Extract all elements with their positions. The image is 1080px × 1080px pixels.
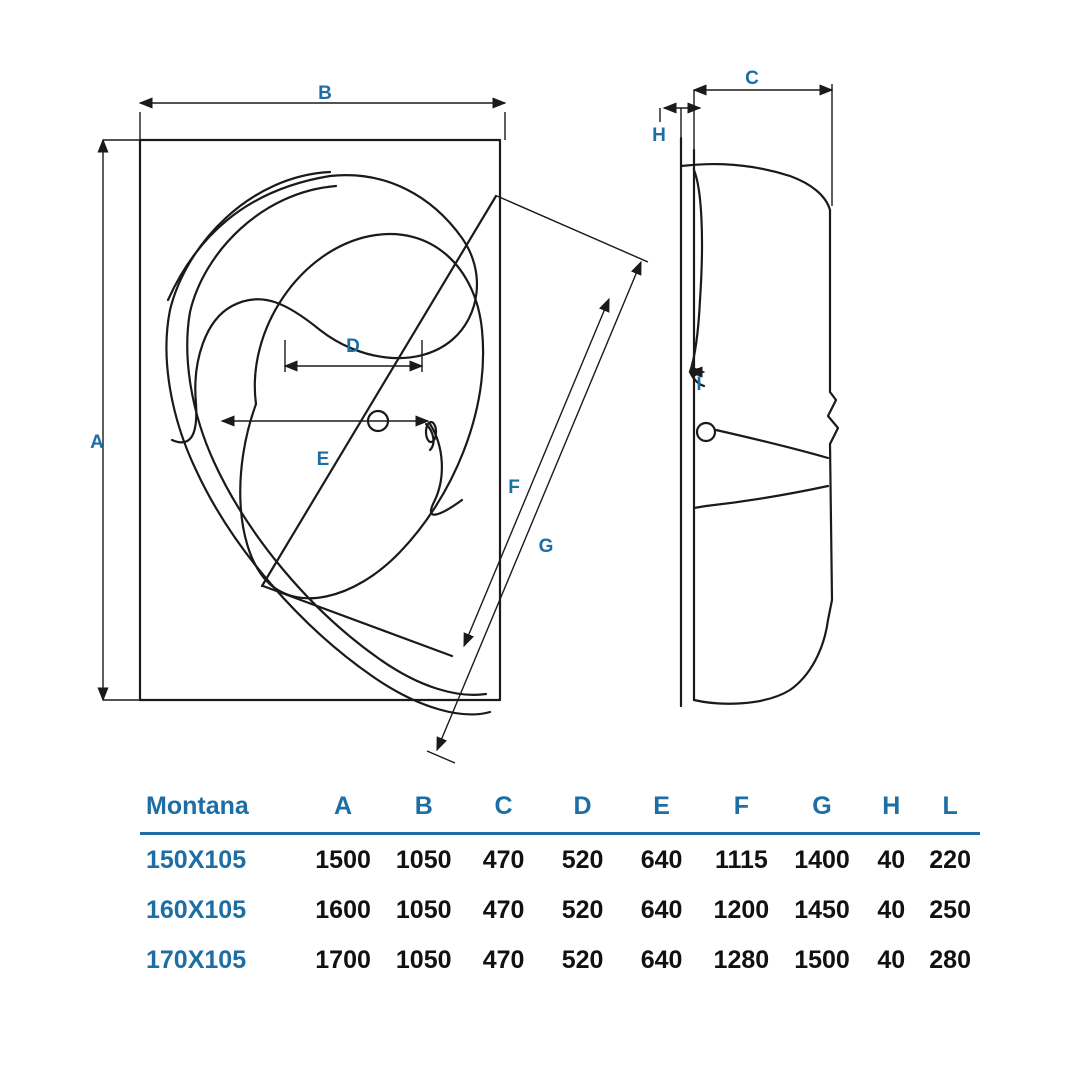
table-cell-G: 1450 — [794, 895, 850, 924]
table-cell-model: 160X105 — [146, 895, 247, 924]
table-cell-G: 1500 — [794, 945, 850, 974]
table-header-D: D — [543, 780, 622, 834]
section-view-outline — [681, 138, 838, 706]
table-cell-A: 1700 — [315, 945, 371, 974]
table-cell-A: 1600 — [315, 895, 371, 924]
dim-label-G: G — [538, 536, 554, 557]
dim-label-B: B — [318, 83, 332, 104]
dim-label-D: D — [346, 336, 360, 357]
table-header-H: H — [862, 780, 920, 834]
dim-label-I: I — [696, 374, 702, 395]
table-cell-E: 640 — [640, 845, 683, 874]
table-header-L: L — [920, 780, 980, 834]
dim-label-E: E — [316, 449, 330, 470]
dim-label-C: C — [745, 68, 759, 89]
table-cell-B: 1050 — [395, 945, 452, 974]
table-header-E: E — [622, 780, 701, 834]
dim-label-F: F — [508, 477, 520, 498]
table-cell-D: 520 — [561, 945, 604, 974]
table-cell-D: 520 — [561, 895, 604, 924]
diagonal-panel — [263, 196, 642, 657]
table-cell-D: 520 — [561, 845, 604, 874]
dimensions-table — [140, 780, 980, 985]
table-cell-C: 470 — [482, 845, 525, 874]
table-cell-G: 1400 — [794, 845, 850, 874]
table-cell-B: 1050 — [395, 845, 452, 874]
table-header-G: G — [782, 780, 863, 834]
table-row — [140, 834, 980, 886]
section-dimension-lines — [660, 84, 832, 372]
table-cell-F: 1200 — [713, 895, 770, 924]
table-body — [140, 834, 980, 986]
table-cell-model: 170X105 — [146, 945, 247, 974]
table-cell-B: 1050 — [395, 895, 452, 924]
table-cell-F: 1280 — [713, 945, 770, 974]
table-cell-H: 40 — [877, 945, 906, 974]
table-header-A: A — [303, 780, 384, 834]
table-cell-L: 220 — [929, 845, 971, 874]
dim-label-A: A — [90, 432, 104, 453]
table-cell-L: 250 — [929, 895, 971, 924]
table-cell-F: 1115 — [714, 845, 768, 874]
table-cell-model: 150X105 — [146, 845, 247, 874]
table-header-row — [140, 780, 980, 834]
table-cell-C: 470 — [482, 945, 525, 974]
table-row — [140, 935, 980, 985]
table-header — [140, 780, 980, 834]
table-cell-E: 640 — [640, 895, 683, 924]
dim-label-H: H — [652, 125, 666, 146]
table-header-C: C — [464, 780, 543, 834]
table-cell-C: 470 — [482, 895, 525, 924]
table-header-model: Montana — [140, 780, 303, 834]
table-cell-H: 40 — [877, 845, 906, 874]
table-header-B: B — [383, 780, 464, 834]
plan-dimension-lines — [103, 103, 648, 763]
table-cell-L: 280 — [929, 945, 971, 974]
table-cell-A: 1500 — [315, 845, 371, 874]
table-cell-E: 640 — [640, 945, 683, 974]
table-header-F: F — [701, 780, 782, 834]
table-cell-H: 40 — [877, 895, 906, 924]
plan-view-outline — [140, 140, 500, 714]
table-row — [140, 885, 980, 935]
